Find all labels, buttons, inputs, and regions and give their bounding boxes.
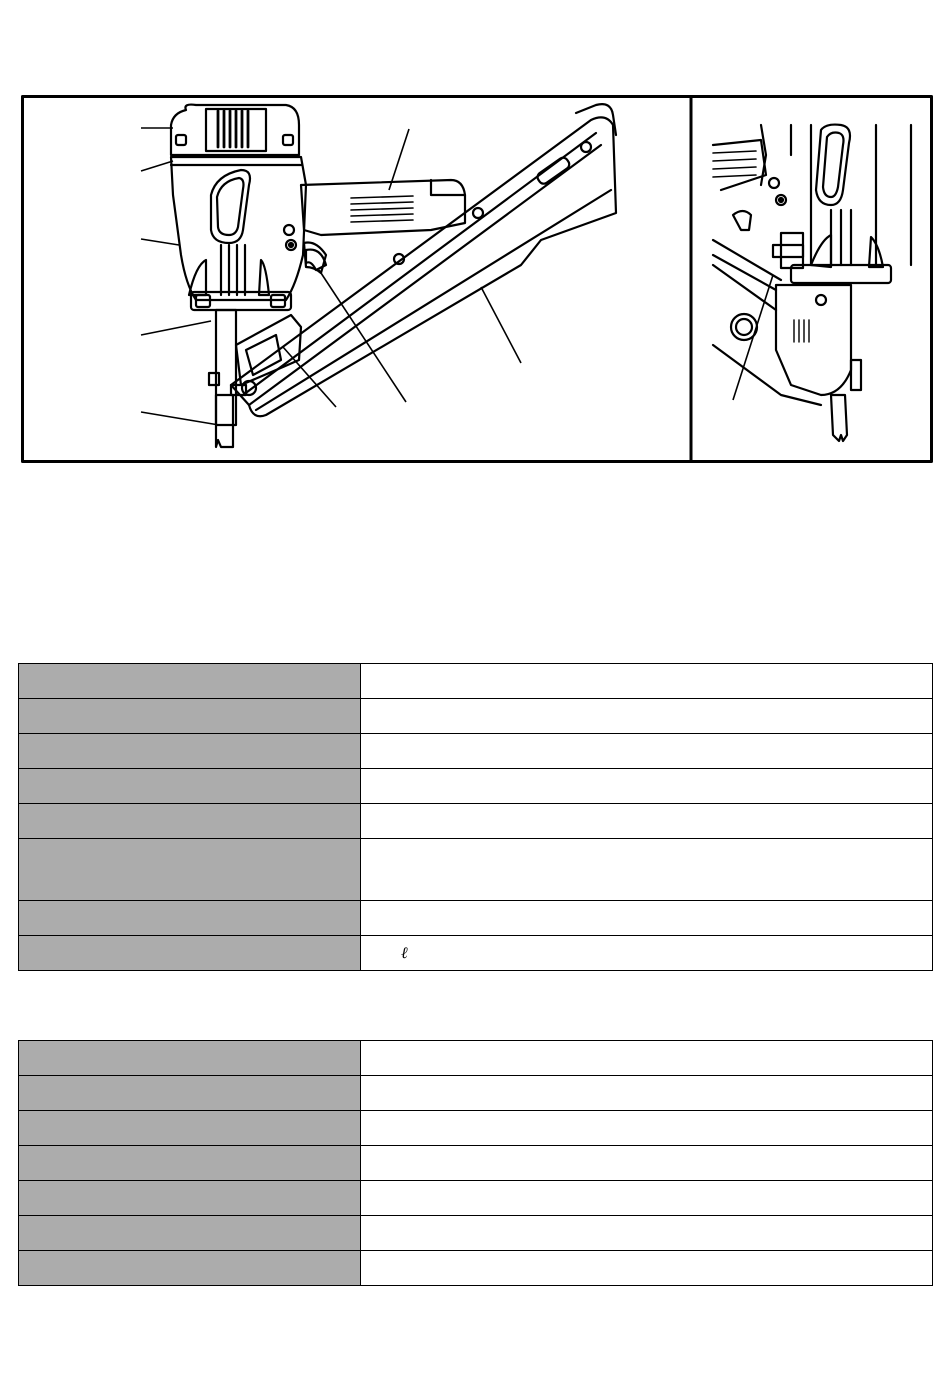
table-row bbox=[19, 699, 933, 734]
row-label bbox=[19, 1181, 361, 1216]
liter-unit: ℓ bbox=[401, 943, 408, 962]
table-row bbox=[19, 1076, 933, 1111]
tool-figure bbox=[21, 95, 933, 463]
row-label bbox=[19, 699, 361, 734]
row-label bbox=[19, 804, 361, 839]
handle-grip-icon bbox=[351, 196, 413, 222]
table-row bbox=[19, 936, 933, 971]
row-value bbox=[361, 1251, 933, 1286]
table-row bbox=[19, 734, 933, 769]
row-value bbox=[361, 1041, 933, 1076]
row-value bbox=[361, 1111, 933, 1146]
table-row bbox=[19, 1111, 933, 1146]
nailer-side-view bbox=[171, 104, 616, 447]
row-label bbox=[19, 901, 361, 936]
accessories-table bbox=[18, 1040, 933, 1286]
detail-adjuster-icon bbox=[794, 320, 809, 342]
row-value bbox=[361, 901, 933, 936]
row-label bbox=[19, 1076, 361, 1111]
row-value bbox=[361, 839, 933, 901]
row-value bbox=[361, 699, 933, 734]
detail-nose-block bbox=[776, 285, 851, 395]
nailer-nose-detail-view bbox=[713, 125, 911, 441]
table-row bbox=[19, 1216, 933, 1251]
row-label bbox=[19, 1146, 361, 1181]
specifications-table bbox=[18, 663, 933, 971]
table-row bbox=[19, 901, 933, 936]
row-value bbox=[361, 1181, 933, 1216]
contact-arm bbox=[216, 395, 233, 447]
handle bbox=[301, 180, 465, 235]
table-row bbox=[19, 1146, 933, 1181]
callout-leaders bbox=[141, 128, 521, 425]
row-value bbox=[361, 1216, 933, 1251]
row-value bbox=[361, 734, 933, 769]
row-label bbox=[19, 1216, 361, 1251]
row-label bbox=[19, 664, 361, 699]
row-label bbox=[19, 1041, 361, 1076]
row-label bbox=[19, 936, 361, 971]
row-value bbox=[361, 769, 933, 804]
figure-frame bbox=[23, 97, 932, 462]
table-row bbox=[19, 1041, 933, 1076]
table-row bbox=[19, 664, 933, 699]
row-value bbox=[361, 664, 933, 699]
table-row bbox=[19, 769, 933, 804]
table-row bbox=[19, 839, 933, 901]
row-label bbox=[19, 1251, 361, 1286]
table-row bbox=[19, 1181, 933, 1216]
row-value bbox=[361, 936, 933, 971]
row-value bbox=[361, 1076, 933, 1111]
row-value bbox=[361, 1146, 933, 1181]
row-label bbox=[19, 839, 361, 901]
table-row bbox=[19, 804, 933, 839]
table-row bbox=[19, 1251, 933, 1286]
row-label bbox=[19, 769, 361, 804]
row-value bbox=[361, 804, 933, 839]
row-label bbox=[19, 734, 361, 769]
row-label bbox=[19, 1111, 361, 1146]
